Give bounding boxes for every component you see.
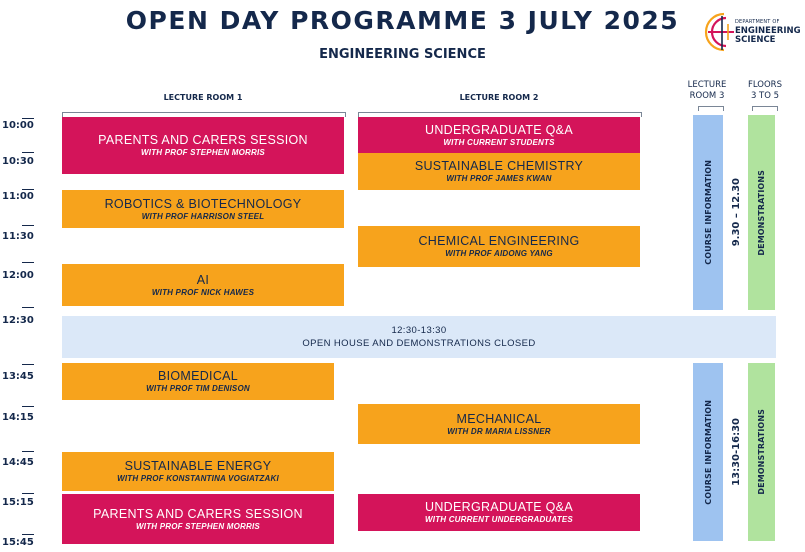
- course-information-label: COURSE INFORMATION: [703, 160, 713, 265]
- side-time-label: 13:30-16:30: [730, 418, 742, 486]
- course-information-pm: [693, 363, 723, 541]
- time-tick: [22, 406, 34, 407]
- session-presenter: WITH PROF NICK HAWES: [151, 287, 255, 297]
- floors-label: [737, 80, 793, 102]
- time-label: 15:45: [2, 537, 34, 548]
- time-label: 10:30: [2, 156, 34, 167]
- session-robotics-biotech: [62, 190, 344, 228]
- demonstrations-pm: [748, 363, 775, 541]
- session-ai: [62, 264, 344, 306]
- demonstrations-am: [748, 115, 775, 310]
- session-name: PARENTS AND CARERS SESSION: [98, 133, 308, 147]
- session-parents-carers-pm: [62, 494, 334, 544]
- session-name: UNDERGRADUATE Q&A: [425, 122, 573, 137]
- page-title: OPEN DAY PROGRAMME 3 JULY 2025: [125, 6, 680, 35]
- time-tick: [22, 225, 34, 226]
- session-undergraduate-qa-am: [358, 117, 640, 153]
- break-banner: [62, 316, 776, 358]
- session-parents-carers-am: [62, 117, 344, 174]
- time-label: 15:15: [2, 497, 34, 508]
- time-tick: [22, 118, 34, 119]
- course-information-am: [693, 115, 723, 310]
- room3-line1: LECTURE: [687, 80, 727, 90]
- course-information-label: COURSE INFORMATION: [703, 399, 713, 505]
- session-mechanical: [358, 404, 640, 444]
- time-label: 10:00: [2, 120, 34, 131]
- session-name: SUSTAINABLE ENERGY: [124, 459, 272, 473]
- room-label-1: LECTURE ROOM 1: [163, 93, 243, 102]
- session-presenter: WITH PROF STEPHEN MORRIS: [141, 148, 265, 157]
- time-tick: [22, 493, 34, 494]
- time-tick: [22, 189, 34, 190]
- room-label-3: [676, 80, 738, 102]
- room-label-2: LECTURE ROOM 2: [459, 93, 539, 102]
- session-undergraduate-qa-pm: [358, 494, 640, 531]
- logo-line1: ENGINEERING: [735, 26, 801, 36]
- session-sustainable-energy: [62, 452, 334, 491]
- department-logo: [704, 8, 804, 56]
- demonstrations-label: DEMONSTRATIONS: [757, 409, 766, 495]
- session-name: PARENTS AND CARERS SESSION: [93, 506, 303, 521]
- session-presenter: WITH PROF STEPHEN MORRIS: [136, 521, 260, 531]
- session-presenter: WITH PROF AIDONG YANG: [445, 249, 553, 258]
- time-tick: [22, 307, 34, 308]
- session-biomedical: [62, 363, 334, 400]
- time-label: 12:00: [2, 270, 34, 281]
- session-presenter: WITH CURRENT STUDENTS: [443, 137, 555, 147]
- time-tick: [22, 451, 34, 452]
- session-name: MECHANICAL: [456, 411, 542, 426]
- floors-line1: FLOORS: [747, 80, 782, 90]
- page-subtitle: ENGINEERING SCIENCE: [319, 47, 486, 62]
- session-sustainable-chemistry: [358, 153, 640, 190]
- break-time: 12:30-13:30: [391, 325, 447, 336]
- floors-line2: 3 TO 5: [750, 91, 780, 101]
- session-name: CHEMICAL ENGINEERING: [418, 234, 580, 248]
- session-name: BIOMEDICAL: [157, 369, 239, 383]
- time-label: 14:45: [2, 457, 34, 468]
- side-time-label: 9.30 – 12.30: [730, 178, 742, 247]
- side-time-am: [726, 115, 746, 310]
- time-label: 11:00: [2, 191, 34, 202]
- logo-small-text: DEPARTMENT OF: [735, 19, 780, 25]
- break-description: OPEN HOUSE AND DEMONSTRATIONS CLOSED: [302, 338, 536, 349]
- session-name: AI: [196, 272, 210, 287]
- session-name: UNDERGRADUATE Q&A: [425, 500, 573, 514]
- time-tick: [22, 262, 34, 263]
- session-presenter: WITH PROF JAMES KWAN: [446, 174, 552, 183]
- time-label: 14:15: [2, 412, 34, 423]
- room3-line2: ROOM 3: [689, 91, 725, 101]
- session-presenter: WITH DR MARIA LISSNER: [447, 426, 551, 436]
- session-name: SUSTAINABLE CHEMISTRY: [414, 159, 584, 173]
- time-label: 11:30: [2, 231, 34, 242]
- time-label: 13:45: [2, 371, 34, 382]
- session-chemical-engineering: [358, 226, 640, 267]
- session-presenter: WITH CURRENT UNDERGRADUATES: [425, 515, 573, 524]
- logo-mark-icon: [704, 10, 736, 54]
- side-time-pm: [726, 363, 746, 541]
- time-tick: [22, 534, 34, 535]
- time-tick: [22, 152, 34, 153]
- session-presenter: WITH PROF HARRISON STEEL: [141, 211, 265, 221]
- floors-bracket: [752, 106, 778, 111]
- session-name: ROBOTICS & BIOTECHNOLOGY: [104, 196, 302, 211]
- room3-bracket: [698, 106, 724, 111]
- demonstrations-label: DEMONSTRATIONS: [757, 169, 766, 256]
- session-presenter: WITH PROF TIM DENISON: [146, 384, 250, 393]
- session-presenter: WITH PROF KONSTANTINA VOGIATZAKI: [117, 474, 279, 483]
- time-tick: [22, 364, 34, 365]
- logo-line2: SCIENCE: [735, 35, 776, 45]
- time-label: 12:30: [2, 315, 34, 326]
